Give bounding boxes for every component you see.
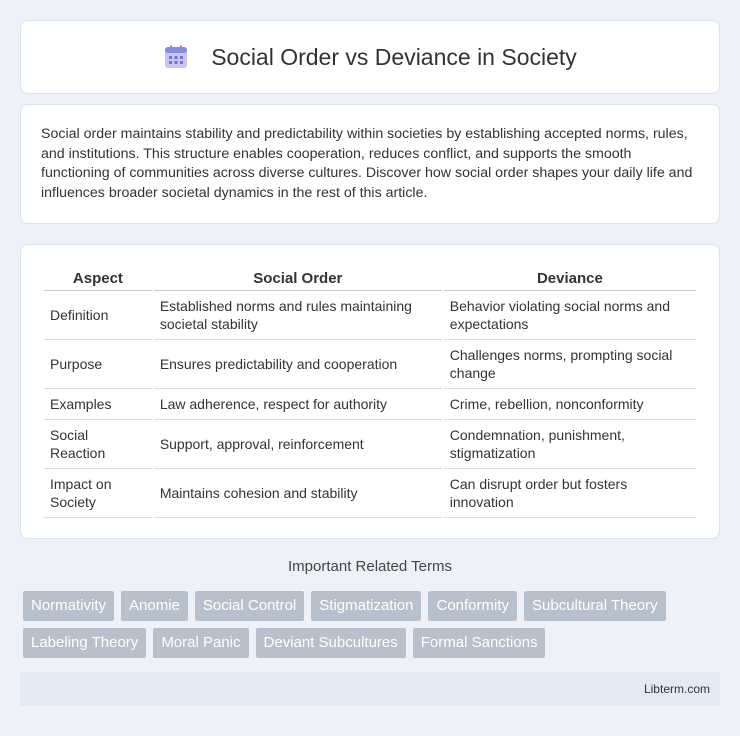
tag-normativity[interactable]: Normativity xyxy=(23,591,114,621)
table-row xyxy=(44,469,696,518)
header-card xyxy=(20,20,720,94)
column-header-aspect: Aspect xyxy=(44,265,152,291)
calendar-icon xyxy=(163,44,189,70)
comparison-table xyxy=(42,265,698,518)
tag-social-control[interactable]: Social Control xyxy=(195,591,304,621)
table-row xyxy=(44,420,696,469)
intro-text: Social order maintains stability and predictability within societies by establishing accepted norms, rules, and institutions. This structure enables cooperation, reduces conflict, and supports the smooth functioning of communities across diverse cultures. Discover how social order shapes your daily life and influences broader societal dynamics in the rest of this article. xyxy=(41,126,693,201)
table-cell: Ensures predictability and cooperation xyxy=(154,340,442,389)
table-row xyxy=(44,291,696,340)
tag-anomie[interactable]: Anomie xyxy=(121,591,188,621)
related-terms-list xyxy=(23,591,723,658)
table-cell: Purpose xyxy=(44,340,152,389)
table-cell: Maintains cohesion and stability xyxy=(154,469,442,518)
table-cell: Social Reaction xyxy=(44,420,152,469)
column-header-deviance: Deviance xyxy=(444,265,696,291)
table-cell: Can disrupt order but fosters innovation xyxy=(444,469,696,518)
table-cell: Examples xyxy=(44,389,152,420)
tag-moral-panic[interactable]: Moral Panic xyxy=(153,628,248,658)
table-cell: Crime, rebellion, nonconformity xyxy=(444,389,696,420)
comparison-card xyxy=(20,244,720,539)
footer xyxy=(20,672,720,706)
table-cell: Challenges norms, prompting social change xyxy=(444,340,696,389)
table-header-row xyxy=(44,265,696,291)
tag-conformity[interactable]: Conformity xyxy=(428,591,517,621)
footer-site-link[interactable]: Libterm.com xyxy=(643,682,710,696)
table-cell: Behavior violating social norms and expectations xyxy=(444,291,696,340)
table-cell: Definition xyxy=(44,291,152,340)
tag-deviant-subcultures[interactable]: Deviant Subcultures xyxy=(256,628,406,658)
tag-labeling-theory[interactable]: Labeling Theory xyxy=(23,628,146,658)
table-cell: Law adherence, respect for authority xyxy=(154,389,442,420)
tag-stigmatization[interactable]: Stigmatization xyxy=(311,591,421,621)
page-title: Social Order vs Deviance in Society xyxy=(211,43,577,70)
table-row xyxy=(44,389,696,420)
table-cell: Impact on Society xyxy=(44,469,152,518)
table-row xyxy=(44,340,696,389)
column-header-social-order: Social Order xyxy=(154,265,442,291)
related-terms-title: Important Related Terms xyxy=(288,558,452,575)
table-cell: Established norms and rules maintaining societal stability xyxy=(154,291,442,340)
table-cell: Support, approval, reinforcement xyxy=(154,420,442,469)
intro-card xyxy=(20,104,720,224)
tag-subcultural-theory[interactable]: Subcultural Theory xyxy=(524,591,666,621)
table-cell: Condemnation, punishment, stigmatization xyxy=(444,420,696,469)
tag-formal-sanctions[interactable]: Formal Sanctions xyxy=(413,628,546,658)
